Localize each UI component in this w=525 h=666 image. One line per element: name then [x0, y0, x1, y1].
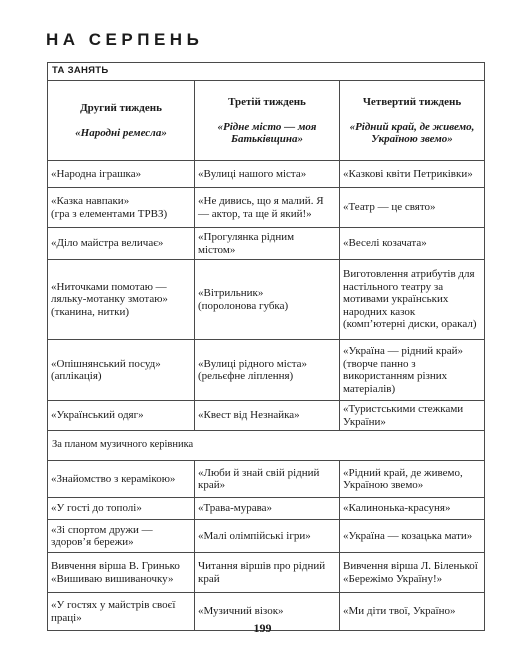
table-cell: «Вітрильник» (поролонова губка)	[195, 260, 340, 340]
table-row	[48, 553, 485, 593]
table-cell: «Опішнянський посуд» (аплікація)	[48, 340, 195, 401]
table-cell: «Малі олімпійські ігри»	[195, 520, 340, 553]
table-cell: Виготовлення атрибутів для настільного театру за мотивами українських народних казок (комп’ютерні диски, оракал)	[340, 260, 485, 340]
header-row	[48, 81, 485, 161]
table-row	[48, 461, 485, 498]
table-cell: «Музичний візок»	[195, 593, 340, 631]
table-cell: «Ниточками помотаю — ляльку-мотанку змотаю» (тканина, нитки)	[48, 260, 195, 340]
table-row	[48, 260, 485, 340]
table-cell: «Трава-мурава»	[195, 498, 340, 520]
table-cell: «Україна — рідний край» (творче панно з використанням різних матеріалів)	[340, 340, 485, 401]
table-cell: «Ми діти твої, Україно»	[340, 593, 485, 631]
section-label-row	[48, 63, 485, 81]
table-cell: «Рідний край, де живемо, Україною звемо»	[340, 461, 485, 498]
table-cell: «У гості до тополі»	[48, 498, 195, 520]
table-row	[48, 340, 485, 401]
table-cell: «Туристськими стежками України»	[340, 401, 485, 431]
table-cell: «Народна іграшка»	[48, 161, 195, 188]
music-director-row	[48, 431, 485, 461]
table-cell: «Український одяг»	[48, 401, 195, 431]
table-cell: «Калинонька-красуня»	[340, 498, 485, 520]
table-cell: «У гостях у майстрів своєї праці»	[48, 593, 195, 631]
table-cell: «Люби й знай свій рідний край»	[195, 461, 340, 498]
table-cell: «Не дивись, що я малий. Я — актор, та ще й який!»	[195, 188, 340, 228]
week-theme: «Рідний край, де живемо, Україною звемо»	[349, 120, 475, 145]
table-cell: «Зі спортом дружи — здоров’я бережи»	[48, 520, 195, 553]
table-cell: «Казкові квіти Петриківки»	[340, 161, 485, 188]
table-cell: Читання віршів про рідний край	[195, 553, 340, 593]
column-header-week-3	[195, 81, 340, 161]
music-director-note: За планом музичного керівника	[48, 431, 485, 461]
week-label: Другий тиждень	[80, 101, 162, 114]
table-row	[48, 228, 485, 260]
table-cell: «Театр — це свято»	[340, 188, 485, 228]
table-row	[48, 520, 485, 553]
table-cell: «Квест від Незнайка»	[195, 401, 340, 431]
table-cell: «Діло майстра величає»	[48, 228, 195, 260]
table-cell: «Вулиці рідного міста» (рельєфне ліплення)	[195, 340, 340, 401]
page-number: 199	[253, 621, 272, 635]
table-cell: «Знайомство з керамікою»	[48, 461, 195, 498]
table-row	[48, 498, 485, 520]
table-cell: «Прогулянка рідним містом»	[195, 228, 340, 260]
section-label: ТА ЗАНЯТЬ	[48, 63, 485, 81]
week-label: Четвертий тиждень	[362, 95, 462, 108]
table-cell: «Казка навпаки» (гра з елементами ТРВЗ)	[48, 188, 195, 228]
column-header-week-4	[340, 81, 485, 161]
week-theme: «Рідне місто — моя Батьківщина»	[217, 120, 317, 145]
table-cell: «Веселі козачата»	[340, 228, 485, 260]
table-cell: «Вулиці нашого міста»	[195, 161, 340, 188]
table-cell: Вивчення вірша В. Гринько «Вишиваю вишиваночку»	[48, 553, 195, 593]
week-theme: «Народні ремесла»	[75, 126, 167, 139]
table-cell: «Україна — козацька мати»	[340, 520, 485, 553]
table-row	[48, 161, 485, 188]
table-row	[48, 401, 485, 431]
column-header-week-2	[48, 81, 195, 161]
table-cell: Вивчення вірша Л. Біленької «Бережімо Україну!»	[340, 553, 485, 593]
page-title: НА СЕРПЕНЬ	[46, 30, 204, 49]
table-row	[48, 188, 485, 228]
week-label: Третій тиждень	[228, 95, 306, 108]
activity-plan-table	[47, 62, 485, 631]
